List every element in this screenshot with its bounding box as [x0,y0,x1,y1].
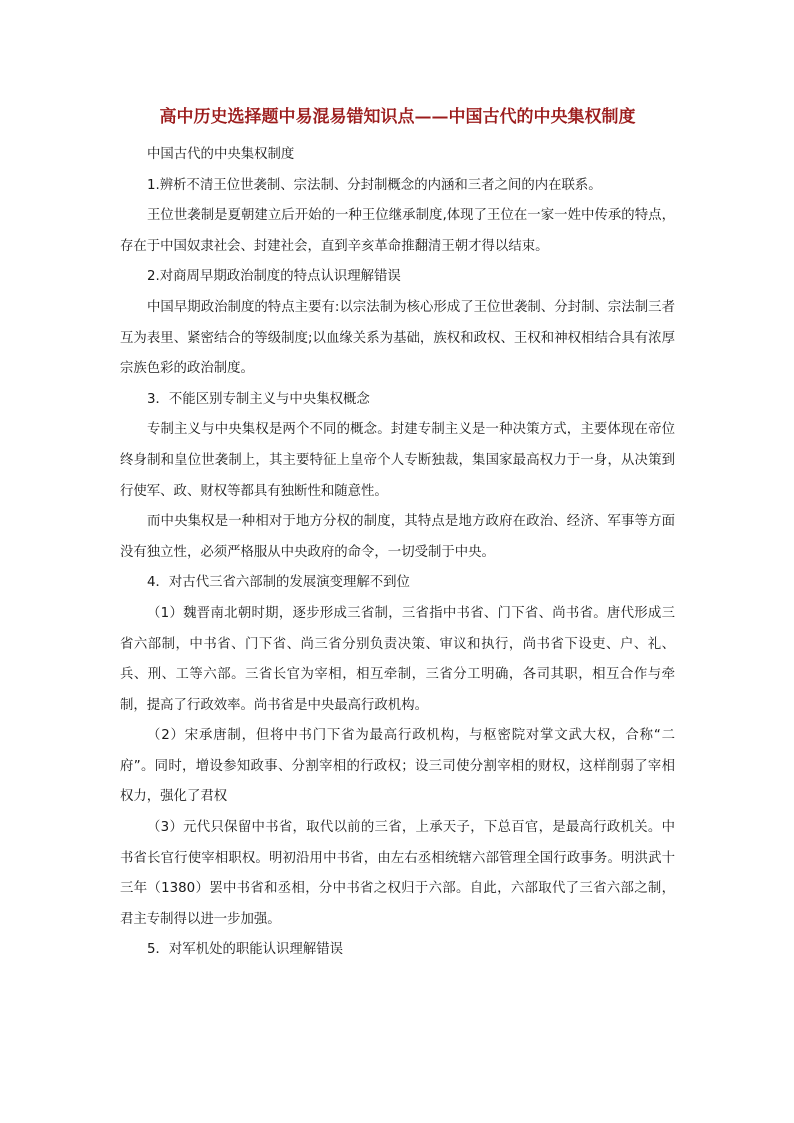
paragraph-point-2-heading: 2.对商周早期政治制度的特点认识理解错误 [147,269,401,285]
paragraph-point-1-body: 王位世袭制是夏朝建立后开始的一种王位继承制度,体现了王位在一家一姓中传承的特点，存在于中国奴隶社会、封建社会，直到辛亥革命推翻清王朝才得以结束。 [120,208,675,254]
paragraph-point-3-body-a: 专制主义与中央集权是两个不同的概念。封建专制主义是一种决策方式，主要体现在帝位终身制和皇位世袭制上，其主要特征上皇帝个人专断独裁，集国家最高权力于一身，从决策到行使军、政、财权等都具有独断性和随意性。 [120,422,675,499]
paragraph-section-heading: 中国古代的中央集权制度 [147,147,295,162]
paragraph-point-4-item-1: （1）魏晋南北朝时期，逐步形成三省制，三省指中书省、门下省、尚书省。唐代形成三省六部制，中书省、门下省、尚三省分别负责决策、审议和执行，尚书省下设吏、户、礼、兵、刑、工等六部。三省长官为宰相，相互牵制，三省分工明确，各司其职，相互合作与牵制，提高了行政效率。尚书省是中央最高行政机构。 [120,605,675,713]
paragraph-point-3-body-b: 而中央集权是一种相对于地方分权的制度，其特点是地方政府在政治、经济、军事等方面没有独立性，必须严格服从中央政府的命令，一切受制于中央。 [120,514,675,560]
paragraph-point-2-body: 中国早期政治制度的特点主要有:以宗法制为核心形成了王位世袭制、分封制、宗法制三者互为表里、紧密结合的等级制度;以血缘关系为基础，族权和政权、王权和神权相结合具有浓厚宗族色彩的政治制度。 [120,299,675,377]
document-title: 高中历史选择题中易混易错知识点——中国古代的中央集权制度 [159,107,636,127]
document-page [120,102,675,966]
paragraph-point-4-item-2: （2）宋承唐制，但将中书门下省为最高行政机构，与枢密院对掌文武大权，合称“二府”。同时，增设参知政事、分割宰相的行政权；设三司使分割宰相的财权，这样削弱了宰相权力，强化了君权 [120,728,675,805]
paragraph-point-1-heading: 1.辨析不清王位世袭制、宗法制、分封制概念的内涵和三者之间的内在联系。 [147,177,602,193]
paragraph-point-3-heading: 3．不能区别专制主义与中央集权概念 [147,391,370,407]
paragraph-point-4-item-3: （3）元代只保留中书省，取代以前的三省，上承天子，下总百官，是最高行政机关。中书省长官行使宰相职权。明初沿用中书省，由左右丞相统辖六部管理全国行政事务。明洪武十三年（1380）罢中书省和丞相，分中书省之权归于六部。自此，六部取代了三省六部之制，君主专制得以进一步加强。 [120,820,675,927]
paragraph-point-5-heading: 5．对军机处的职能认识理解错误 [147,942,343,958]
document-body [120,140,675,966]
paragraph-point-4-heading: 4．对古代三省六部制的发展演变理解不到位 [147,575,410,591]
